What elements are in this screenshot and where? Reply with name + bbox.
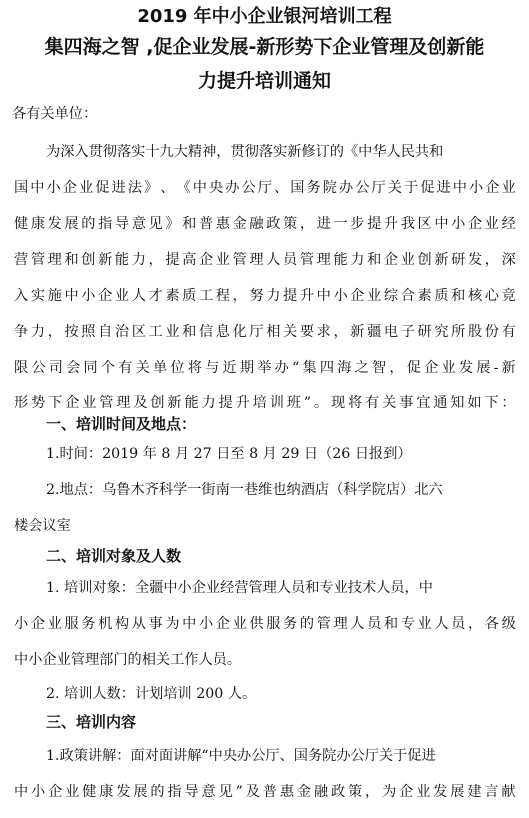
title-line-2: 集四海之智 ,促企业发展-新形势下企业管理及创新能 [44, 36, 485, 58]
intro-line: 为深入贯彻落实十九大精神，贯彻落实新修订的《中华人民共和 [46, 144, 444, 160]
intro-line: 入 实 施 中 小 企 业 人 才 素 质 工 程 ， 努 力 提 升 中 小 企 业 综 合 素 质 和 核 心 竞 [14, 288, 516, 304]
intro-line: 国 中 小 企 业 促 进 法 》 、 《 中 央 办 公 厅 、 国 务 院 办 公 厅 关 于 促 进 中 小 企 业 [14, 180, 516, 196]
section-line: 1.政策讲解：面对面讲解“中央办公厅、国务院办公厅关于促进 [46, 748, 436, 764]
section-line: 2.地点：乌鲁木齐科学一街南一巷维也纳酒店（科学院店）北六 [46, 482, 443, 498]
title-line-3: 力提升培训通知 [197, 70, 331, 92]
section-line: 中 小 企 业 健 康 发 展 的 指 导 意 见 ” 及 普 惠 金 融 政 策 ， 为 企 业 发 展 建 言 献 [14, 784, 516, 800]
section-line: 小 企 业 服 务 机 构 从 事 为 中 小 企 业 供 服 务 的 管 理 人 员 和 专 业 人 员 ， 各 级 [14, 616, 516, 632]
title-line-1: 2019 年中小企业银河培训工程 [137, 6, 392, 27]
section-line: 楼会议室 [14, 518, 71, 534]
intro-line: 形 势 下 企 业 管 理 及 创 新 能 力 提 升 培 训 班 ” 。 现 将 有 关 事 宜 通 知 如 下 ： [14, 395, 516, 411]
section-line: 1.时间：2019 年 8 月 27 日至 8 月 29 日（26 日报到） [46, 446, 412, 462]
intro-line: 健 康 发 展 的 指 导 意 见 》 和 普 惠 金 融 政 策 ， 进 一 步 提 升 我 区 中 小 企 业 经 [14, 216, 516, 232]
salutation: 各有关单位： [12, 106, 98, 122]
section-heading-audience: 二、培训对象及人数 [46, 547, 182, 565]
intro-line: 营 管 理 和 创 新 能 力 ， 提 高 企 业 管 理 人 员 管 理 能 力 和 企 业 创 新 研 发 ， 深 [14, 252, 516, 268]
section-line: 中小企业管理部门的相关工作人员。 [14, 652, 242, 668]
section-heading-content: 三、培训内容 [46, 713, 137, 731]
section-line: 2. 培训人数：计划培训 200 人。 [46, 686, 257, 702]
section-line: 1. 培训对象：全疆中小企业经营管理人员和专业技术人员，中 [46, 580, 433, 596]
intro-line: 争 力 ， 按 照 自 治 区 工 业 和 信 息 化 厅 相 关 要 求 ， 新 疆 电 子 研 究 所 股 份 有 [14, 324, 516, 340]
intro-line: 限 公 司 会 同 个 有 关 单 位 将 与 近 期 举 办 “ 集 四 海 之 智 ， 促 企 业 发 展 - 新 [14, 360, 516, 376]
section-heading-time-place: 一、培训时间及地点： [46, 415, 197, 433]
